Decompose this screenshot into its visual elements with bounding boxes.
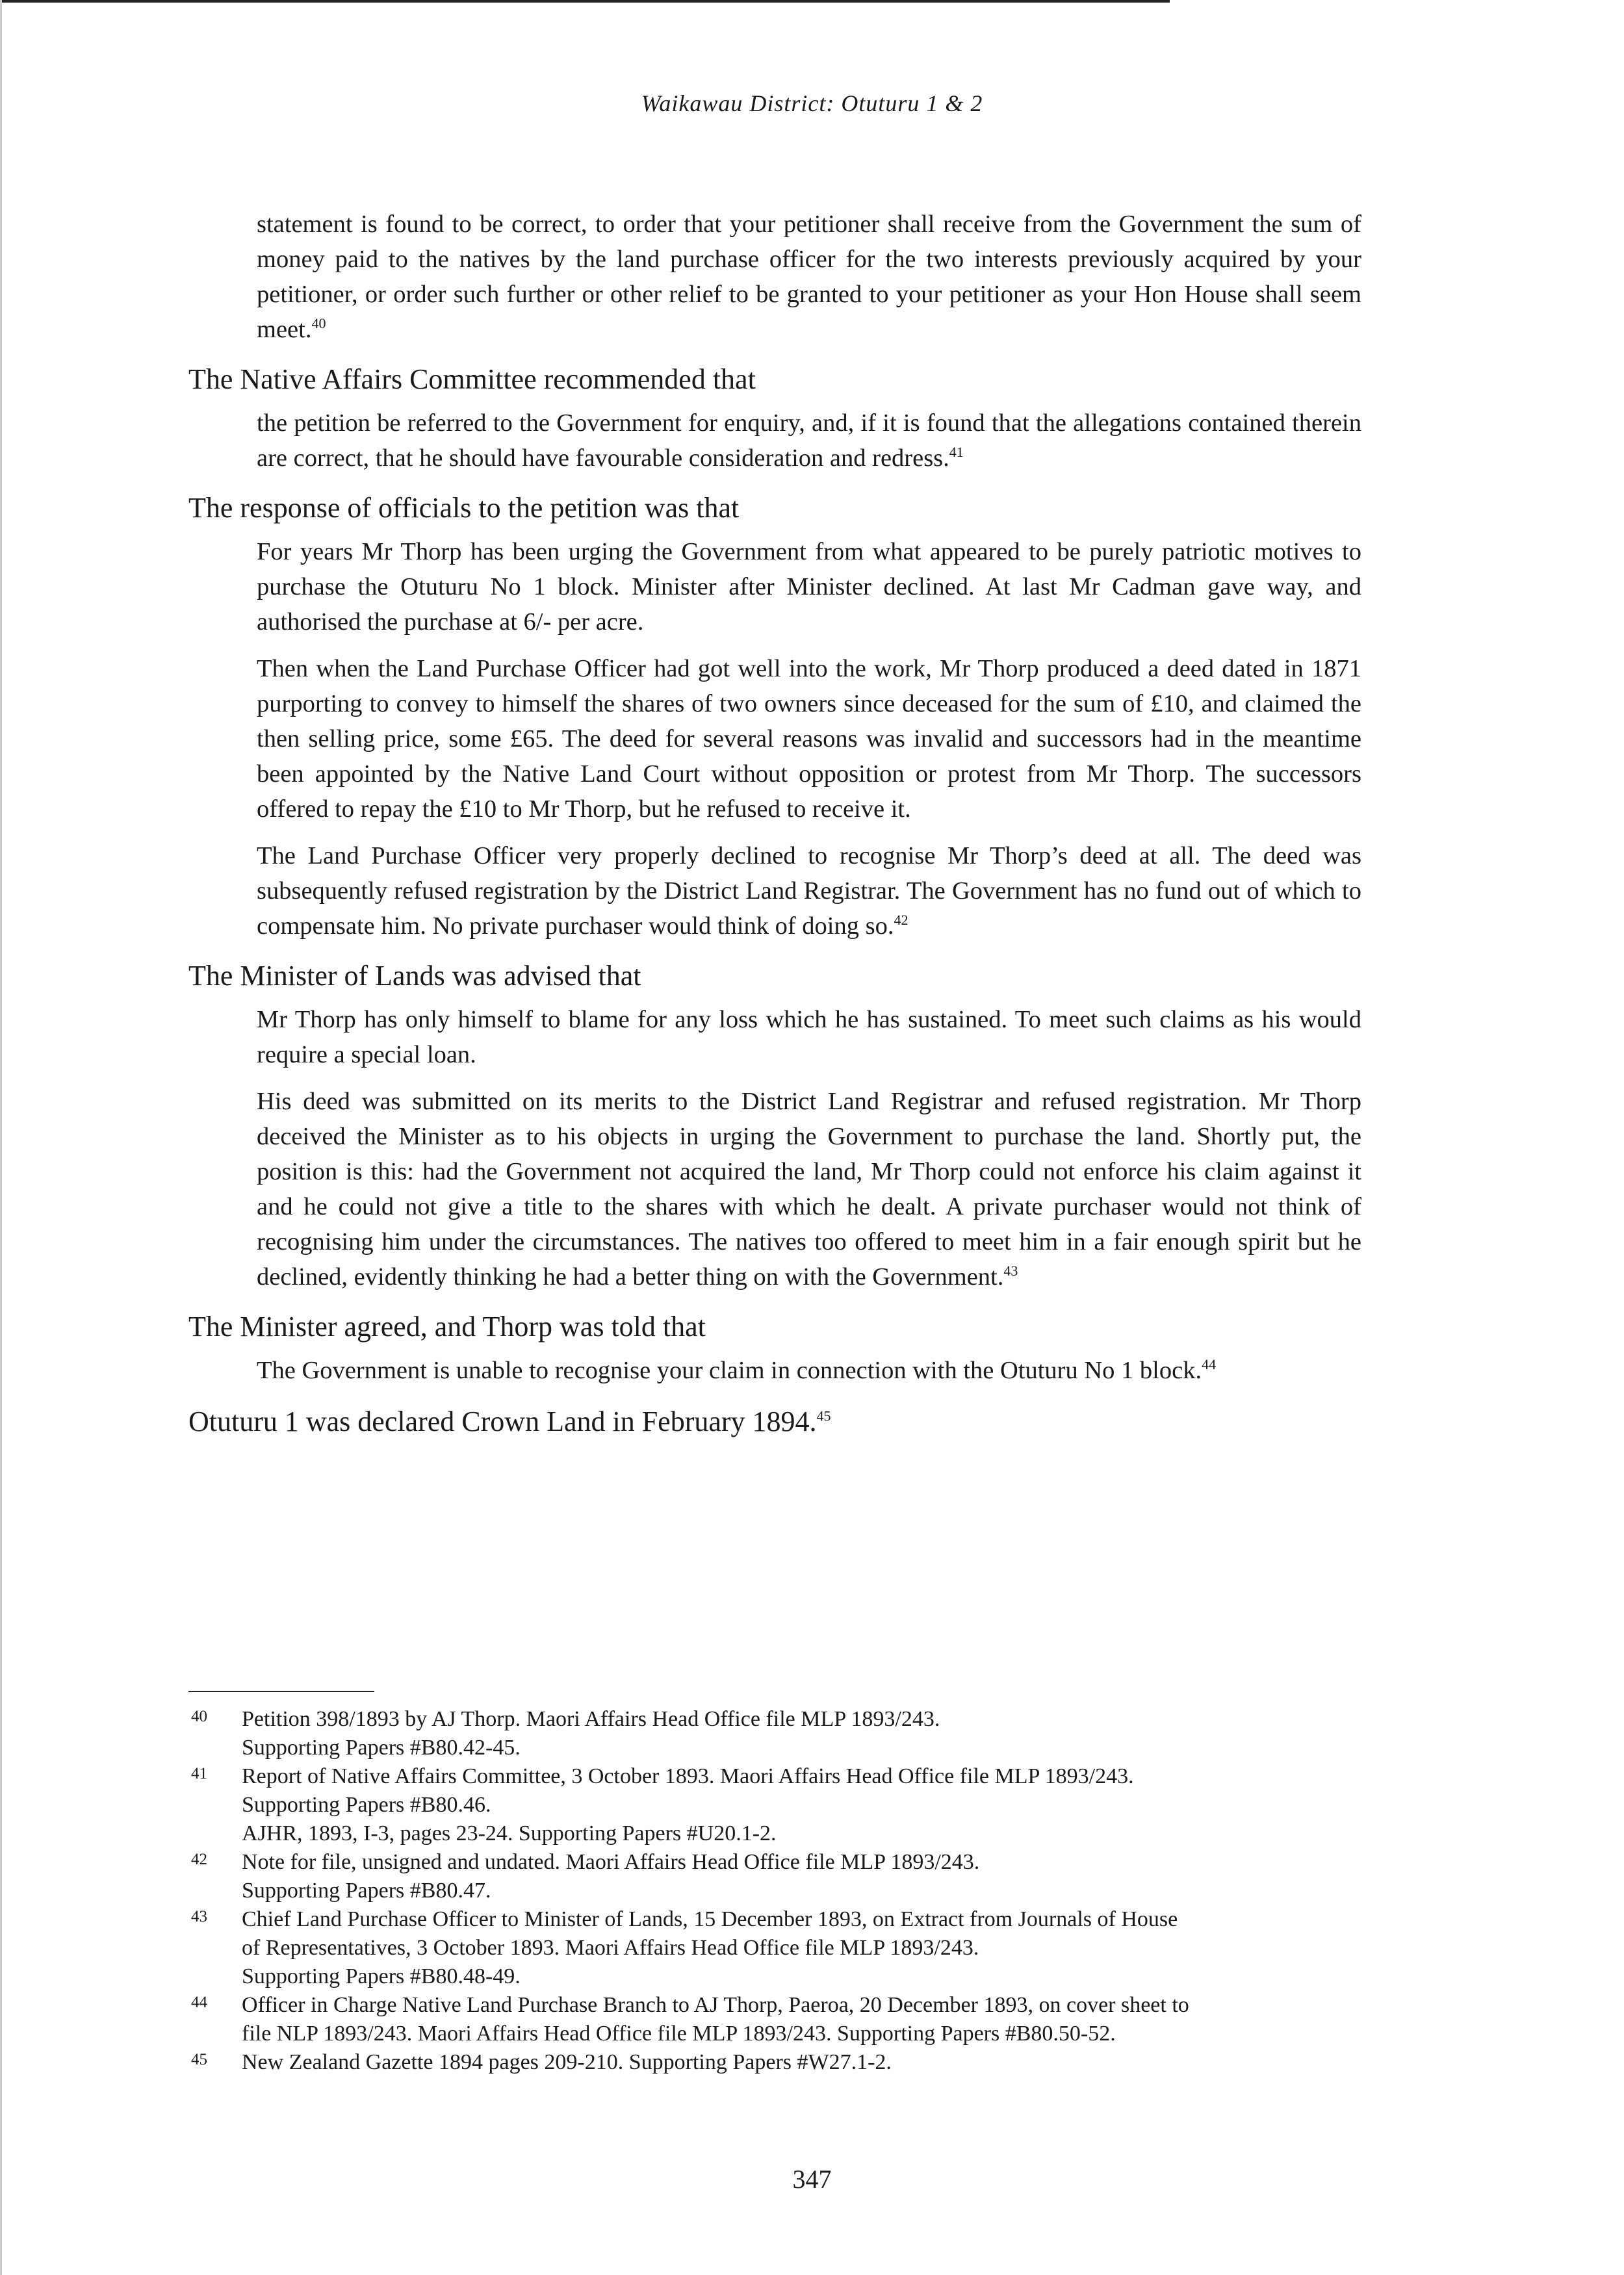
footnote-42: 42 Note for file, unsigned and undated. Maori Affairs Head Office file MLP 1893/243. Supporting Papers #B80.47. [188,1848,1361,1905]
footnote-ref[interactable]: 41 [949,444,964,461]
footnote-ref[interactable]: 45 [816,1407,831,1424]
block-quote-officials [257,534,1361,944]
quote-paragraph: The Government is unable to recognise your claim in connection with the Otuturu No 1 block.$^{44}$ [257,1356,1217,1384]
page-number: 347 [792,2165,832,2194]
block-quote-petition [257,207,1361,347]
footnote-ref[interactable]: 44 [1202,1356,1217,1373]
footnote-44: 44 Officer in Charge Native Land Purchase Branch to AJ Thorp, Paeroa, 20 December 1893, on cover sheet to file NLP 1893/243. Maori Affairs Head Office file MLP 1893/243. Supporting Papers #B80.50-52. [188,1991,1361,2048]
closing-sentence: Otuturu 1 was declared Crown Land in February 1894.45 [188,1406,831,1437]
quote-paragraph: statement is found to be correct, to order that your petitioner shall receive from the Government the sum of money paid to the natives by the land purchase officer for the two interests previously acquired by your petitioner, or order such further or other relief to be granted to your petitioner as your Hon House shall seem meet.$^{40}$ [257,211,1361,343]
footnote-number: 44 [191,1994,207,2011]
lead-sentence: The Minister of Lands was advised that [188,960,641,992]
footnote-number: 45 [191,2051,207,2068]
lead-sentence: The Minister agreed, and Thorp was told that [188,1311,706,1343]
block-quote-minister-advice [257,1002,1361,1294]
footnote-ref[interactable]: 40 [311,315,326,332]
footnote-number: 41 [191,1765,207,1782]
quote-paragraph: For years Mr Thorp has been urging the Government from what appeared to be purely patriotic motives to purchase the Otuturu No 1 block. Minister after Minister declined. At last Mr Cadman gave way, and authorised the purchase at 6/- per acre. [257,538,1361,636]
footnote-number: 42 [191,1851,207,1868]
quote-paragraph: His deed was submitted on its merits to the District Land Registrar and refused registration. Mr Thorp deceived the Minister as to his objects in urging the Government to purchase the land. Shortly put, the position is this: had the Government not acquired the land, Mr Thorp could not enforce his claim against it and he could not give a title to the shares with which he dealt. A private purchaser would not think of recognising him under the circumstances. The natives too offered to meet him in a fair enough spirit but he declined, evidently thinking he had a better thing on with the Government.$^{43}$ [257,1088,1361,1291]
block-quote-government-reply [257,1353,1361,1388]
footnote-41: 41 Report of Native Affairs Committee, 3 October 1893. Maori Affairs Head Office file MLP 1893/243. Supporting Papers #B80.46. AJHR, 1893, I-3, pages 23-24. Supporting Papers #U20.1-2. [188,1762,1361,1848]
footnote-40: 40 Petition 398/1893 by AJ Thorp. Maori Affairs Head Office file MLP 1893/243. Supporting Papers #B80.42-45. [188,1705,1361,1762]
footnote-number: 43 [191,1908,207,1925]
quote-paragraph: The Land Purchase Officer very properly declined to recognise Mr Thorp’s deed at all. The deed was subsequently refused registration by the District Land Registrar. The Government has no fund out of which to compensate him. No private purchaser would think of doing so.$^{42}$ [257,842,1361,940]
quote-paragraph: the petition be referred to the Government for enquiry, and, if it is found that the allegations contained therein are correct, that he should have favourable consideration and redress.$^{41}$ [257,409,1361,472]
footnote-number: 40 [191,1708,207,1725]
running-head: Waikawau District: Otuturu 1 & 2 [641,90,983,116]
quote-paragraph: Mr Thorp has only himself to blame for any loss which he has sustained. To meet such claims as his would require a special loan. [257,1006,1361,1068]
footnotes [188,1705,1361,2077]
footnote-ref[interactable]: 43 [1003,1263,1018,1279]
footnote-ref[interactable]: 42 [894,912,909,929]
footnote-45: 45 New Zealand Gazette 1894 pages 209-210. Supporting Papers #W27.1-2. [188,2048,1361,2077]
scan-edge-top [0,0,1170,3]
lead-sentence: The response of officials to the petition was that [188,492,740,524]
scan-edge-left [0,0,2,2275]
block-quote-committee [257,405,1361,476]
footnote-43: 43 Chief Land Purchase Officer to Minister of Lands, 15 December 1893, on Extract from Journals of House of Representatives, 3 October 1893. Maori Affairs Head Office file MLP 1893/243. Supporting Papers #B80.48-49. [188,1905,1361,1991]
lead-sentence: The Native Affairs Committee recommended that [188,363,756,395]
footnote-separator [188,1691,374,1692]
quote-paragraph: Then when the Land Purchase Officer had got well into the work, Mr Thorp produced a deed dated in 1871 purporting to convey to himself the shares of two owners since deceased for the sum of £10, and claimed the then selling price, some £65. The deed for several reasons was invalid and successors had in the meantime been appointed by the Native Land Court without opposition or protest from Mr Thorp. The successors offered to repay the £10 to Mr Thorp, but he refused to receive it. [257,655,1361,823]
main-text [188,207,1361,1440]
